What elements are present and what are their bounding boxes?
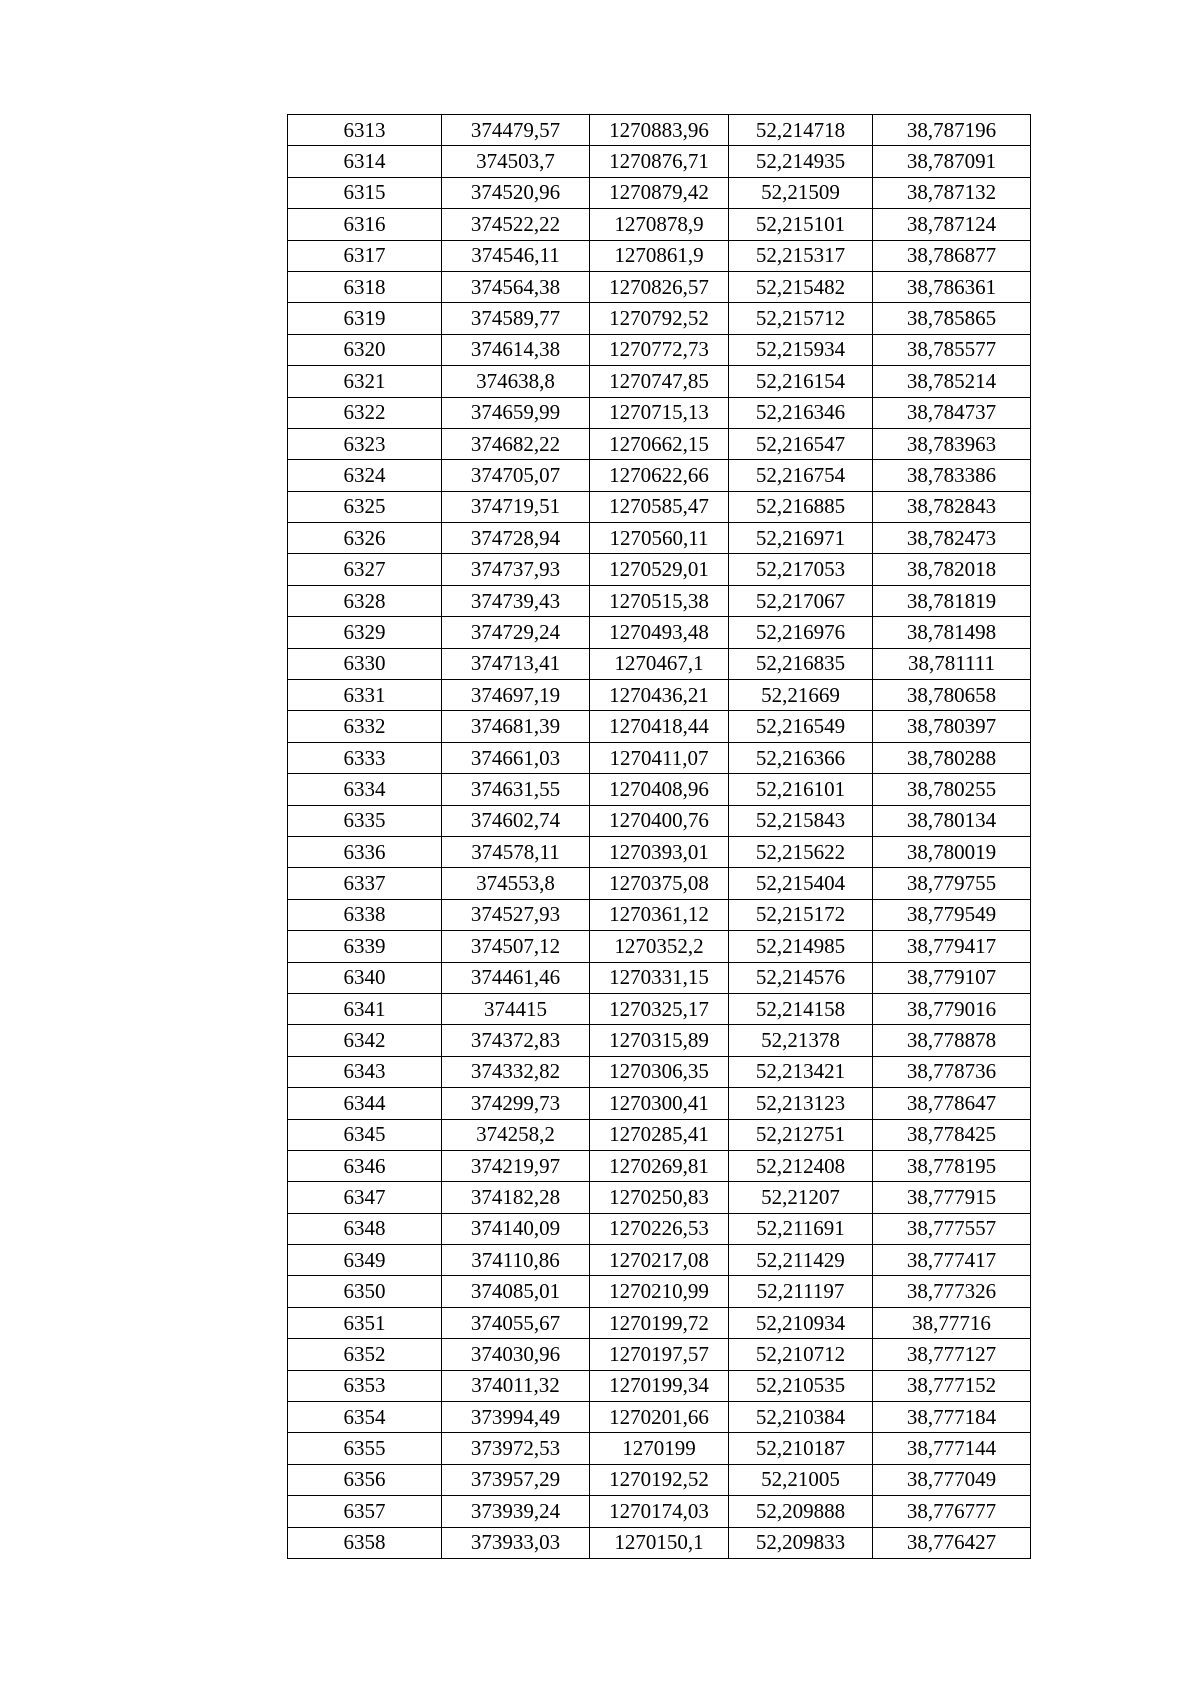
y-coordinate-cell: 1270250,83: [590, 1182, 729, 1213]
latitude-cell: 52,214718: [729, 115, 873, 146]
longitude-cell: 38,778425: [873, 1119, 1031, 1150]
table-row: [288, 680, 1031, 711]
x-coordinate-cell: 374055,67: [442, 1307, 590, 1338]
table-row: [288, 1056, 1031, 1087]
longitude-cell: 38,785577: [873, 334, 1031, 365]
table-row: [288, 303, 1031, 334]
longitude-cell: 38,779107: [873, 962, 1031, 993]
point-number-cell: 6357: [288, 1496, 442, 1527]
longitude-cell: 38,780288: [873, 742, 1031, 773]
y-coordinate-cell: 1270400,76: [590, 805, 729, 836]
point-number-cell: 6321: [288, 366, 442, 397]
point-number-cell: 6313: [288, 115, 442, 146]
longitude-cell: 38,781498: [873, 617, 1031, 648]
y-coordinate-cell: 1270199,72: [590, 1307, 729, 1338]
table-row: [288, 1213, 1031, 1244]
y-coordinate-cell: 1270285,41: [590, 1119, 729, 1150]
latitude-cell: 52,215622: [729, 836, 873, 867]
longitude-cell: 38,778195: [873, 1150, 1031, 1181]
table-row: [288, 146, 1031, 177]
point-number-cell: 6351: [288, 1307, 442, 1338]
table-row: [288, 1464, 1031, 1495]
longitude-cell: 38,77716: [873, 1307, 1031, 1338]
y-coordinate-cell: 1270418,44: [590, 711, 729, 742]
x-coordinate-cell: 374520,96: [442, 177, 590, 208]
y-coordinate-cell: 1270879,42: [590, 177, 729, 208]
point-number-cell: 6343: [288, 1056, 442, 1087]
longitude-cell: 38,782473: [873, 523, 1031, 554]
latitude-cell: 52,216549: [729, 711, 873, 742]
latitude-cell: 52,214158: [729, 993, 873, 1024]
latitude-cell: 52,210187: [729, 1433, 873, 1464]
point-number-cell: 6339: [288, 931, 442, 962]
latitude-cell: 52,216346: [729, 397, 873, 428]
y-coordinate-cell: 1270772,73: [590, 334, 729, 365]
latitude-cell: 52,216154: [729, 366, 873, 397]
point-number-cell: 6354: [288, 1402, 442, 1433]
longitude-cell: 38,783386: [873, 460, 1031, 491]
y-coordinate-cell: 1270306,35: [590, 1056, 729, 1087]
x-coordinate-cell: 374030,96: [442, 1339, 590, 1370]
longitude-cell: 38,787091: [873, 146, 1031, 177]
longitude-cell: 38,777184: [873, 1402, 1031, 1433]
table-row: [288, 805, 1031, 836]
x-coordinate-cell: 374110,86: [442, 1245, 590, 1276]
latitude-cell: 52,216547: [729, 428, 873, 459]
table-row: [288, 993, 1031, 1024]
table-row: [288, 523, 1031, 554]
y-coordinate-cell: 1270226,53: [590, 1213, 729, 1244]
y-coordinate-cell: 1270747,85: [590, 366, 729, 397]
point-number-cell: 6344: [288, 1088, 442, 1119]
latitude-cell: 52,210934: [729, 1307, 873, 1338]
point-number-cell: 6342: [288, 1025, 442, 1056]
latitude-cell: 52,216101: [729, 774, 873, 805]
longitude-cell: 38,777326: [873, 1276, 1031, 1307]
x-coordinate-cell: 374631,55: [442, 774, 590, 805]
latitude-cell: 52,21207: [729, 1182, 873, 1213]
point-number-cell: 6346: [288, 1150, 442, 1181]
x-coordinate-cell: 374737,93: [442, 554, 590, 585]
table-row: [288, 491, 1031, 522]
y-coordinate-cell: 1270192,52: [590, 1464, 729, 1495]
point-number-cell: 6338: [288, 899, 442, 930]
point-number-cell: 6316: [288, 209, 442, 240]
x-coordinate-cell: 373957,29: [442, 1464, 590, 1495]
x-coordinate-cell: 374729,24: [442, 617, 590, 648]
point-number-cell: 6317: [288, 240, 442, 271]
table-row: [288, 334, 1031, 365]
y-coordinate-cell: 1270493,48: [590, 617, 729, 648]
table-row: [288, 240, 1031, 271]
x-coordinate-cell: 374479,57: [442, 115, 590, 146]
longitude-cell: 38,782843: [873, 491, 1031, 522]
x-coordinate-cell: 374739,43: [442, 585, 590, 616]
table-row: [288, 397, 1031, 428]
table-row: [288, 1182, 1031, 1213]
point-number-cell: 6355: [288, 1433, 442, 1464]
table-row: [288, 1527, 1031, 1558]
coordinates-table-body: [288, 115, 1031, 1559]
longitude-cell: 38,787196: [873, 115, 1031, 146]
longitude-cell: 38,778736: [873, 1056, 1031, 1087]
longitude-cell: 38,781819: [873, 585, 1031, 616]
y-coordinate-cell: 1270393,01: [590, 836, 729, 867]
latitude-cell: 52,213123: [729, 1088, 873, 1119]
point-number-cell: 6337: [288, 868, 442, 899]
longitude-cell: 38,778878: [873, 1025, 1031, 1056]
table-row: [288, 1150, 1031, 1181]
x-coordinate-cell: 374140,09: [442, 1213, 590, 1244]
y-coordinate-cell: 1270876,71: [590, 146, 729, 177]
y-coordinate-cell: 1270210,99: [590, 1276, 729, 1307]
latitude-cell: 52,21509: [729, 177, 873, 208]
y-coordinate-cell: 1270408,96: [590, 774, 729, 805]
y-coordinate-cell: 1270515,38: [590, 585, 729, 616]
longitude-cell: 38,780658: [873, 680, 1031, 711]
table-row: [288, 648, 1031, 679]
x-coordinate-cell: 374614,38: [442, 334, 590, 365]
point-number-cell: 6348: [288, 1213, 442, 1244]
table-row: [288, 931, 1031, 962]
longitude-cell: 38,780397: [873, 711, 1031, 742]
x-coordinate-cell: 374728,94: [442, 523, 590, 554]
y-coordinate-cell: 1270436,21: [590, 680, 729, 711]
y-coordinate-cell: 1270325,17: [590, 993, 729, 1024]
point-number-cell: 6319: [288, 303, 442, 334]
table-row: [288, 1119, 1031, 1150]
x-coordinate-cell: 374182,28: [442, 1182, 590, 1213]
point-number-cell: 6331: [288, 680, 442, 711]
latitude-cell: 52,210535: [729, 1370, 873, 1401]
latitude-cell: 52,209833: [729, 1527, 873, 1558]
longitude-cell: 38,785865: [873, 303, 1031, 334]
latitude-cell: 52,214935: [729, 146, 873, 177]
table-row: [288, 868, 1031, 899]
latitude-cell: 52,217053: [729, 554, 873, 585]
y-coordinate-cell: 1270150,1: [590, 1527, 729, 1558]
longitude-cell: 38,777049: [873, 1464, 1031, 1495]
table-row: [288, 1370, 1031, 1401]
latitude-cell: 52,21378: [729, 1025, 873, 1056]
x-coordinate-cell: 373939,24: [442, 1496, 590, 1527]
point-number-cell: 6323: [288, 428, 442, 459]
latitude-cell: 52,210384: [729, 1402, 873, 1433]
y-coordinate-cell: 1270529,01: [590, 554, 729, 585]
latitude-cell: 52,215843: [729, 805, 873, 836]
table-row: [288, 1339, 1031, 1370]
table-row: [288, 1433, 1031, 1464]
x-coordinate-cell: 374697,19: [442, 680, 590, 711]
y-coordinate-cell: 1270585,47: [590, 491, 729, 522]
latitude-cell: 52,216835: [729, 648, 873, 679]
x-coordinate-cell: 374461,46: [442, 962, 590, 993]
point-number-cell: 6314: [288, 146, 442, 177]
longitude-cell: 38,777915: [873, 1182, 1031, 1213]
latitude-cell: 52,215404: [729, 868, 873, 899]
latitude-cell: 52,21005: [729, 1464, 873, 1495]
x-coordinate-cell: 374258,2: [442, 1119, 590, 1150]
point-number-cell: 6349: [288, 1245, 442, 1276]
point-number-cell: 6345: [288, 1119, 442, 1150]
point-number-cell: 6356: [288, 1464, 442, 1495]
latitude-cell: 52,215172: [729, 899, 873, 930]
y-coordinate-cell: 1270411,07: [590, 742, 729, 773]
table-row: [288, 1496, 1031, 1527]
x-coordinate-cell: 374705,07: [442, 460, 590, 491]
longitude-cell: 38,779549: [873, 899, 1031, 930]
longitude-cell: 38,776427: [873, 1527, 1031, 1558]
longitude-cell: 38,786877: [873, 240, 1031, 271]
latitude-cell: 52,215934: [729, 334, 873, 365]
point-number-cell: 6340: [288, 962, 442, 993]
table-row: [288, 836, 1031, 867]
table-row: [288, 711, 1031, 742]
x-coordinate-cell: 374564,38: [442, 271, 590, 302]
latitude-cell: 52,215317: [729, 240, 873, 271]
point-number-cell: 6332: [288, 711, 442, 742]
x-coordinate-cell: 374503,7: [442, 146, 590, 177]
x-coordinate-cell: 374713,41: [442, 648, 590, 679]
point-number-cell: 6320: [288, 334, 442, 365]
latitude-cell: 52,215101: [729, 209, 873, 240]
x-coordinate-cell: 374661,03: [442, 742, 590, 773]
y-coordinate-cell: 1270560,11: [590, 523, 729, 554]
x-coordinate-cell: 374299,73: [442, 1088, 590, 1119]
y-coordinate-cell: 1270361,12: [590, 899, 729, 930]
point-number-cell: 6322: [288, 397, 442, 428]
y-coordinate-cell: 1270199: [590, 1433, 729, 1464]
point-number-cell: 6329: [288, 617, 442, 648]
latitude-cell: 52,216366: [729, 742, 873, 773]
longitude-cell: 38,777127: [873, 1339, 1031, 1370]
x-coordinate-cell: 374527,93: [442, 899, 590, 930]
y-coordinate-cell: 1270878,9: [590, 209, 729, 240]
point-number-cell: 6325: [288, 491, 442, 522]
y-coordinate-cell: 1270269,81: [590, 1150, 729, 1181]
point-number-cell: 6347: [288, 1182, 442, 1213]
longitude-cell: 38,784737: [873, 397, 1031, 428]
x-coordinate-cell: 373994,49: [442, 1402, 590, 1433]
x-coordinate-cell: 374578,11: [442, 836, 590, 867]
table-row: [288, 1245, 1031, 1276]
latitude-cell: 52,216971: [729, 523, 873, 554]
y-coordinate-cell: 1270861,9: [590, 240, 729, 271]
point-number-cell: 6341: [288, 993, 442, 1024]
table-row: [288, 899, 1031, 930]
y-coordinate-cell: 1270199,34: [590, 1370, 729, 1401]
y-coordinate-cell: 1270174,03: [590, 1496, 729, 1527]
y-coordinate-cell: 1270662,15: [590, 428, 729, 459]
x-coordinate-cell: 374682,22: [442, 428, 590, 459]
y-coordinate-cell: 1270217,08: [590, 1245, 729, 1276]
y-coordinate-cell: 1270197,57: [590, 1339, 729, 1370]
x-coordinate-cell: 374659,99: [442, 397, 590, 428]
coordinates-table: [287, 114, 1031, 1559]
y-coordinate-cell: 1270201,66: [590, 1402, 729, 1433]
x-coordinate-cell: 374219,97: [442, 1150, 590, 1181]
longitude-cell: 38,779417: [873, 931, 1031, 962]
x-coordinate-cell: 373933,03: [442, 1527, 590, 1558]
table-row: [288, 554, 1031, 585]
point-number-cell: 6333: [288, 742, 442, 773]
x-coordinate-cell: 373972,53: [442, 1433, 590, 1464]
table-row: [288, 460, 1031, 491]
point-number-cell: 6315: [288, 177, 442, 208]
table-row: [288, 366, 1031, 397]
longitude-cell: 38,787124: [873, 209, 1031, 240]
x-coordinate-cell: 374522,22: [442, 209, 590, 240]
point-number-cell: 6336: [288, 836, 442, 867]
longitude-cell: 38,778647: [873, 1088, 1031, 1119]
x-coordinate-cell: 374553,8: [442, 868, 590, 899]
y-coordinate-cell: 1270375,08: [590, 868, 729, 899]
table-row: [288, 742, 1031, 773]
point-number-cell: 6318: [288, 271, 442, 302]
longitude-cell: 38,780255: [873, 774, 1031, 805]
latitude-cell: 52,216885: [729, 491, 873, 522]
longitude-cell: 38,785214: [873, 366, 1031, 397]
table-row: [288, 774, 1031, 805]
y-coordinate-cell: 1270331,15: [590, 962, 729, 993]
point-number-cell: 6358: [288, 1527, 442, 1558]
y-coordinate-cell: 1270792,52: [590, 303, 729, 334]
point-number-cell: 6327: [288, 554, 442, 585]
longitude-cell: 38,777152: [873, 1370, 1031, 1401]
table-row: [288, 1088, 1031, 1119]
latitude-cell: 52,214576: [729, 962, 873, 993]
y-coordinate-cell: 1270467,1: [590, 648, 729, 679]
point-number-cell: 6353: [288, 1370, 442, 1401]
table-row: [288, 962, 1031, 993]
y-coordinate-cell: 1270622,66: [590, 460, 729, 491]
longitude-cell: 38,782018: [873, 554, 1031, 585]
latitude-cell: 52,212408: [729, 1150, 873, 1181]
x-coordinate-cell: 374507,12: [442, 931, 590, 962]
longitude-cell: 38,777144: [873, 1433, 1031, 1464]
longitude-cell: 38,780019: [873, 836, 1031, 867]
latitude-cell: 52,211197: [729, 1276, 873, 1307]
table-row: [288, 1307, 1031, 1338]
table-row: [288, 617, 1031, 648]
table-row: [288, 1276, 1031, 1307]
latitude-cell: 52,21669: [729, 680, 873, 711]
latitude-cell: 52,216976: [729, 617, 873, 648]
y-coordinate-cell: 1270300,41: [590, 1088, 729, 1119]
table-row: [288, 115, 1031, 146]
table-row: [288, 585, 1031, 616]
point-number-cell: 6350: [288, 1276, 442, 1307]
longitude-cell: 38,786361: [873, 271, 1031, 302]
longitude-cell: 38,777417: [873, 1245, 1031, 1276]
x-coordinate-cell: 374332,82: [442, 1056, 590, 1087]
x-coordinate-cell: 374415: [442, 993, 590, 1024]
longitude-cell: 38,777557: [873, 1213, 1031, 1244]
x-coordinate-cell: 374681,39: [442, 711, 590, 742]
table-row: [288, 177, 1031, 208]
point-number-cell: 6328: [288, 585, 442, 616]
table-row: [288, 428, 1031, 459]
longitude-cell: 38,776777: [873, 1496, 1031, 1527]
latitude-cell: 52,217067: [729, 585, 873, 616]
latitude-cell: 52,211691: [729, 1213, 873, 1244]
table-row: [288, 271, 1031, 302]
latitude-cell: 52,213421: [729, 1056, 873, 1087]
x-coordinate-cell: 374011,32: [442, 1370, 590, 1401]
x-coordinate-cell: 374602,74: [442, 805, 590, 836]
latitude-cell: 52,212751: [729, 1119, 873, 1150]
longitude-cell: 38,779016: [873, 993, 1031, 1024]
point-number-cell: 6330: [288, 648, 442, 679]
point-number-cell: 6324: [288, 460, 442, 491]
x-coordinate-cell: 374372,83: [442, 1025, 590, 1056]
latitude-cell: 52,210712: [729, 1339, 873, 1370]
table-row: [288, 1025, 1031, 1056]
point-number-cell: 6326: [288, 523, 442, 554]
latitude-cell: 52,214985: [729, 931, 873, 962]
latitude-cell: 52,215712: [729, 303, 873, 334]
longitude-cell: 38,781111: [873, 648, 1031, 679]
point-number-cell: 6335: [288, 805, 442, 836]
longitude-cell: 38,780134: [873, 805, 1031, 836]
point-number-cell: 6334: [288, 774, 442, 805]
x-coordinate-cell: 374085,01: [442, 1276, 590, 1307]
table-row: [288, 209, 1031, 240]
latitude-cell: 52,209888: [729, 1496, 873, 1527]
x-coordinate-cell: 374719,51: [442, 491, 590, 522]
longitude-cell: 38,783963: [873, 428, 1031, 459]
y-coordinate-cell: 1270315,89: [590, 1025, 729, 1056]
latitude-cell: 52,211429: [729, 1245, 873, 1276]
point-number-cell: 6352: [288, 1339, 442, 1370]
longitude-cell: 38,787132: [873, 177, 1031, 208]
table-row: [288, 1402, 1031, 1433]
longitude-cell: 38,779755: [873, 868, 1031, 899]
y-coordinate-cell: 1270715,13: [590, 397, 729, 428]
x-coordinate-cell: 374589,77: [442, 303, 590, 334]
latitude-cell: 52,216754: [729, 460, 873, 491]
latitude-cell: 52,215482: [729, 271, 873, 302]
x-coordinate-cell: 374546,11: [442, 240, 590, 271]
x-coordinate-cell: 374638,8: [442, 366, 590, 397]
y-coordinate-cell: 1270352,2: [590, 931, 729, 962]
y-coordinate-cell: 1270883,96: [590, 115, 729, 146]
y-coordinate-cell: 1270826,57: [590, 271, 729, 302]
